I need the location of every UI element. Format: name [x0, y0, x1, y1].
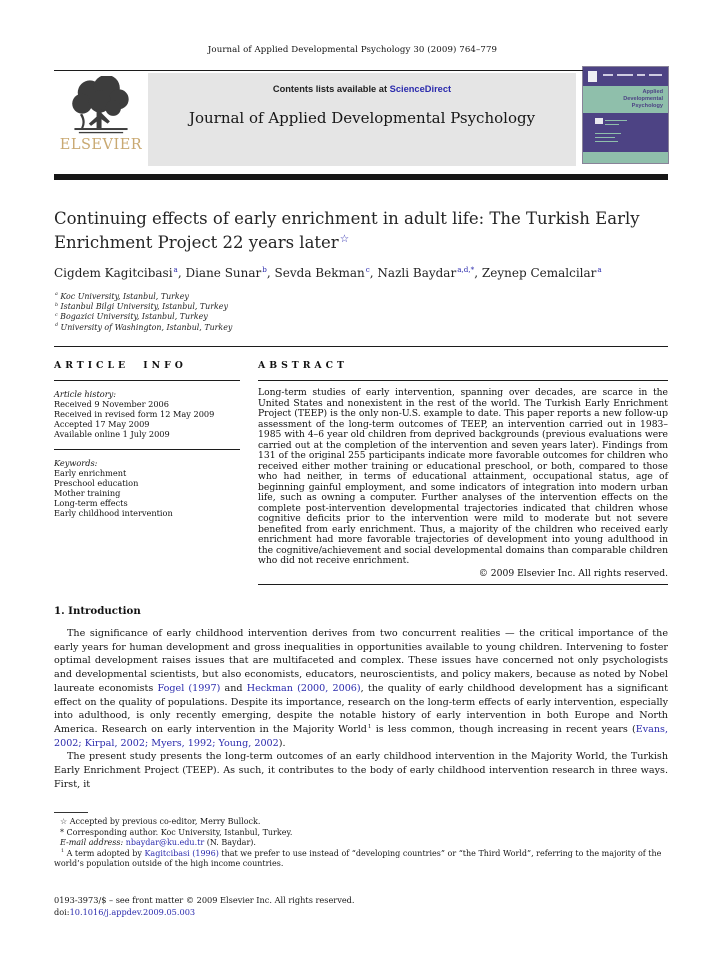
keyword-item: Mother training [54, 488, 121, 498]
cover-decorative-dash [617, 74, 633, 76]
author-affiliation-link[interactable]: a,d,* [457, 265, 475, 274]
text-segment: (N. Baydar). [204, 838, 256, 848]
citation-link-heckman-2000-2006[interactable]: Heckman (2000, 2006) [246, 682, 361, 694]
superscript: d [55, 322, 59, 328]
text-segment: and [220, 682, 247, 694]
cover-text-line [595, 141, 618, 142]
affiliation-line [54, 302, 668, 312]
cover-middle-section [583, 113, 668, 152]
text-segment: The significance of early childhood intervention derives from two concurrent realities — the critical importance of the early years for human development and gross inequalities in opportunities available to young children. Intervening to foster optimal development raises issues that are multifaceted and complex. These issues have concerned not only psychologists and developmental scientists, but also economists, educators, neuroscientists, and policy makers, because as noted by Nobel laureate economists [54, 628, 668, 694]
text-segment: E-mail address: [60, 838, 126, 848]
contents-line [148, 84, 576, 94]
superscript: c [55, 312, 58, 318]
author-affiliation-link[interactable]: a [597, 265, 602, 274]
text-segment: is less common, though increasing in recent years ( [371, 723, 636, 735]
column-rule [54, 449, 240, 450]
author-affiliation-link[interactable]: c [365, 265, 370, 274]
footnote-rule [54, 812, 88, 813]
article-history-item: Accepted 17 May 2009 [54, 419, 150, 429]
header-rule [54, 70, 668, 71]
text-segment: ). [278, 737, 286, 749]
text-segment: * Corresponding author. Koc University, Istanbul, Turkey. [60, 827, 293, 837]
section-heading-introduction: 1. Introduction [54, 605, 141, 617]
abstract-heading: ABSTRACT [258, 360, 348, 371]
author-affiliation-link[interactable]: b [262, 265, 267, 274]
article-history-item: Received in revised form 12 May 2009 [54, 409, 215, 419]
superscript: a [55, 292, 58, 298]
doi-link[interactable]: 10.1016/j.appdev.2009.05.003 [69, 907, 196, 917]
keyword-item: Long-term effects [54, 498, 128, 508]
author-list [54, 266, 668, 280]
abstract-column [258, 360, 668, 592]
journal-masthead [54, 73, 668, 166]
section-divider-rule [54, 346, 668, 347]
article-info-heading: ARTICLE INFO [54, 360, 187, 371]
keyword-item: Early enrichment [54, 468, 127, 478]
text-segment: Cigdem Kagitcibasi [54, 266, 173, 280]
keyword-item: Early childhood intervention [54, 508, 173, 518]
text-segment: , Nazli Baydar [369, 266, 457, 280]
cover-decorative-dash [603, 74, 613, 76]
cover-sd-mark-icon [595, 118, 603, 124]
author-affiliation-link[interactable]: a [173, 265, 178, 274]
keywords-list [54, 468, 240, 518]
cover-decorative-dash [649, 74, 662, 76]
cover-title-line: Developmental [623, 96, 663, 102]
contents-prefix: Contents lists available at [272, 84, 390, 94]
elsevier-tree-icon [65, 76, 137, 138]
text-segment: doi: [54, 907, 70, 917]
cover-text-line [595, 133, 621, 134]
footnote-accepted [54, 817, 668, 828]
cover-title-line: Applied [642, 89, 663, 95]
doi-line [54, 907, 668, 917]
citation-link-fogel-1997[interactable]: Fogel (1997) [157, 682, 221, 694]
article-history-item: Received 9 November 2006 [54, 399, 169, 409]
column-rule [258, 380, 668, 381]
title-footnote-star[interactable]: ☆ [339, 232, 350, 245]
text-segment: Continuing effects of early enrichment in adult life: The Turkish Early Enrichment Project 22 years later [54, 209, 640, 252]
text-segment: , Diane Sunar [177, 266, 262, 280]
cover-title-band [583, 86, 668, 113]
text-segment: , Zeynep Cemalcilar [474, 266, 597, 280]
elsevier-wordmark: ELSEVIER [59, 137, 143, 153]
superscript: b [55, 302, 59, 308]
issn-copyright-line: 0193-3973/$ – see front matter © 2009 Elsevier Inc. All rights reserved. [54, 895, 355, 905]
journal-cover-thumbnail[interactable] [583, 67, 668, 163]
introduction-section [54, 627, 668, 791]
body-paragraph: The present study presents the long-term outcomes of an early childhood intervention in the Majority World, the Turkish Early Enrichment Project (TEEP). As such, it contributes to the body of early childhood intervention research in three ways. First, it [54, 751, 668, 790]
article-title [54, 207, 668, 255]
footnote-corresponding-author [54, 828, 668, 839]
keyword-item: Preschool education [54, 478, 139, 488]
superscript: 1 [61, 849, 65, 855]
footnote-email [54, 838, 668, 849]
footnote-majority-world [54, 849, 668, 870]
article-history-label: Article history: [54, 389, 116, 399]
text-segment: University of Washington, Istanbul, Turkey [58, 322, 233, 332]
abstract-text: Long-term studies of early intervention, spanning over decades, are scarce in the United States and nonexistent in the rest of the world. The Turkish Early Enrichment Project (TEEP) is the only non-U.S. example to date. This paper reports a new follow-up assessment of the long-term outcomes of TEEP, an intervention carried out in 1983–1985 with 4–6 year old children from deprived backgrounds (previous evaluations were carried out at the completion of the intervention and seven years later). Findings from 131 of the original 255 participants indicate more favorable outcomes for children who received either mother training or educational preschool, or both, compared to those who had neither, in terms of educational attainment, occupational status, age of beginning gainful employment, and some indicators of integration into modern urban life, such as owning a computer. Further analyses of the intervention effects on the complete post-intervention developmental trajectories indicated that children whose cognitive deficits prior to the intervention were mild to moderate but not severe benefited from early enrichment. Thus, a majority of the children who received early enrichment had more favorable trajectories of development into young adulthood in the cognitive/achievement and social developmental domains than comparable children who did not receive enrichment. [258, 387, 668, 566]
email-link[interactable]: nbaydar@ku.edu.tr [125, 838, 205, 848]
body-paragraph [54, 627, 668, 750]
citation-link-kagitcibasi-1996[interactable]: Kagitcibasi (1996) [144, 848, 219, 858]
text-segment: , the quality of early childhood development has a significant effect on the quality of populations. Despite its importance, research on the long-term effects of early intervention, especially into adulthood, is only recently emerging, despite the notable history of early intervention in both Europe and North America. Research on early intervention in the Majority World [54, 682, 668, 735]
abstract-copyright: © 2009 Elsevier Inc. All rights reserved. [478, 567, 668, 579]
cover-decorative-dash [637, 74, 645, 76]
text-segment: A term adopted by [64, 848, 145, 858]
article-info-column [54, 360, 240, 518]
cover-text-line [605, 124, 619, 125]
cover-bottom-band [583, 152, 668, 163]
affiliation-line [54, 292, 668, 302]
text-segment: that we prefer to use instead of “developing countries” or “the Third World”, referring to the majority of the world’s population outside of the high income countries. [54, 848, 662, 869]
footnotes [54, 817, 668, 870]
affiliation-line [54, 312, 668, 322]
keywords-label: Keywords: [54, 458, 98, 468]
cover-top-band [583, 67, 668, 86]
citation-link-group[interactable]: Evans, 2002; Kirpal, 2002; Myers, 1992; Young, 2002 [54, 723, 668, 749]
affiliation-line [54, 323, 668, 333]
cover-text-line [595, 137, 615, 138]
text-segment: Koc University, Istanbul, Turkey [57, 292, 189, 301]
elsevier-logo [54, 73, 148, 166]
column-rule [258, 584, 668, 585]
sciencedirect-link[interactable]: ScienceDirect [389, 84, 452, 94]
running-head-citation: Journal of Applied Developmental Psychology 30 (2009) 764–779 [207, 45, 498, 55]
text-segment: ☆ Accepted by previous co-editor, Merry Bullock. [60, 817, 261, 826]
article-history-list [54, 399, 240, 439]
cover-elsevier-mark-icon [588, 71, 597, 82]
journal-title: Journal of Applied Developmental Psychology [188, 109, 536, 127]
masthead-band [148, 73, 576, 166]
text-segment: , Sevda Bekman [266, 266, 365, 280]
cover-title-line: Psychology [631, 103, 663, 109]
column-rule [54, 380, 240, 381]
affiliations [54, 292, 668, 333]
article-history-item: Available online 1 July 2009 [54, 429, 170, 439]
superscript: 1 [367, 723, 372, 730]
text-segment: Istanbul Bilgi University, Istanbul, Turkey [58, 302, 228, 312]
text-segment: Bogazici University, Istanbul, Turkey [57, 312, 208, 322]
masthead-bottom-bar [54, 174, 668, 180]
cover-text-line [605, 120, 627, 121]
